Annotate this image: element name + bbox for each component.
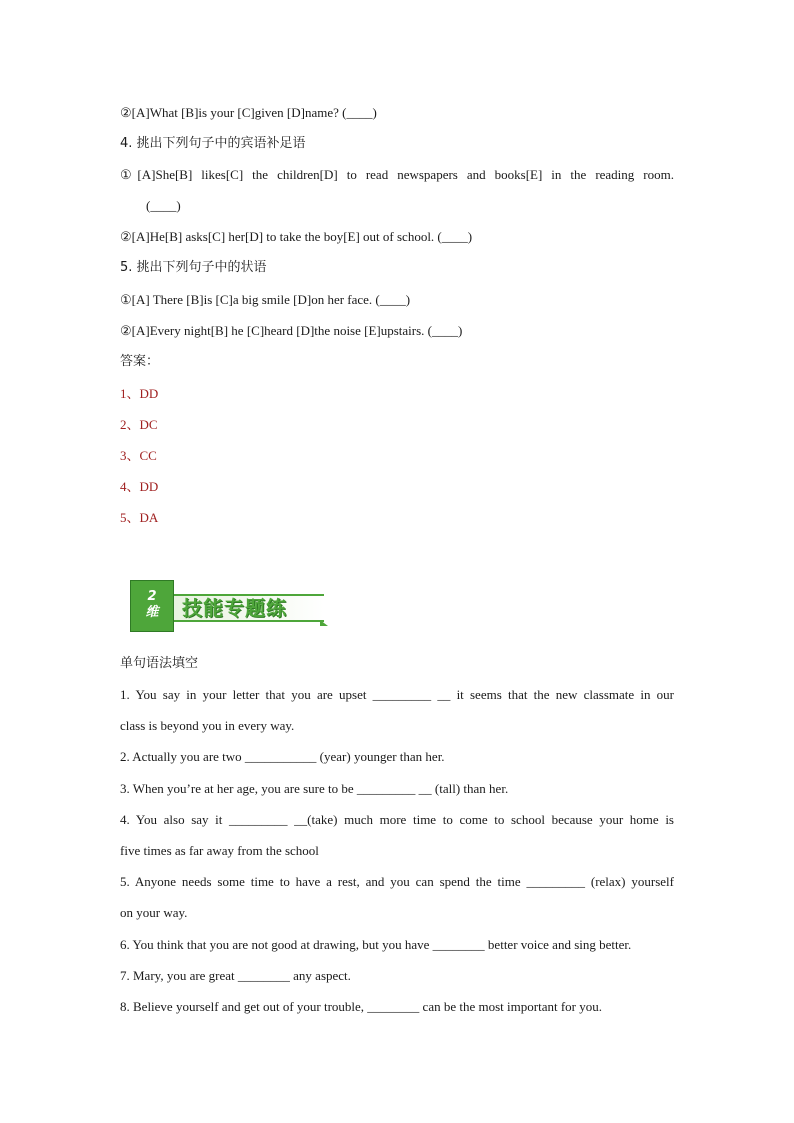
section-banner <box>130 580 326 634</box>
badge-char: 维 <box>145 605 159 620</box>
banner-corner <box>320 620 328 626</box>
fill-question-4b: five times as far away from the school <box>120 843 319 858</box>
fill-question-5a: 5. Anyone needs some time to have a rest, and you can spend the time _________ (relax) yourself <box>120 874 674 889</box>
fill-question-6: 6. You think that you are not good at drawing, but you have ________ better voice and sing better. <box>120 937 632 952</box>
answer-item-4: 4、DD <box>120 479 159 494</box>
question-5-2: ②[A]Every night[B] he [C]heard [D]the noise [E]upstairs. (____) <box>120 323 463 338</box>
fill-question-7: 7. Mary, you are great ________ any aspect. <box>120 968 351 983</box>
question-5-title: 5. 挑出下列句子中的状语 <box>120 260 267 275</box>
question-4-title: 4. 挑出下列句子中的宾语补足语 <box>120 136 306 151</box>
section-2-title: 单句语法填空 <box>120 656 199 671</box>
badge-number: 2 <box>147 589 157 604</box>
section-badge <box>130 580 174 632</box>
question-5-1: ①[A] There [B]is [C]a big smile [D]on her face. (____) <box>120 292 411 307</box>
fill-question-1b: class is beyond you in every way. <box>120 718 295 733</box>
answer-item-1: 1、DD <box>120 386 159 401</box>
answer-label: 答案： <box>120 354 160 369</box>
answer-item-3: 3、CC <box>120 448 157 463</box>
fill-question-4a: 4. You also say it _________ __(take) much more time to come to school because your home is <box>120 812 674 827</box>
fill-question-5b: on your way. <box>120 905 188 920</box>
fill-question-8: 8. Believe yourself and get out of your trouble, ________ can be the most important for you. <box>120 999 602 1014</box>
question-4-2: ②[A]He[B] asks[C] her[D] to take the boy[E] out of school. (____) <box>120 229 473 244</box>
banner-strip <box>174 594 324 622</box>
fill-question-1a: 1. You say in your letter that you are upset _________ __ it seems that the new classmate in our <box>120 687 674 702</box>
banner-title: 技能专题练 <box>182 596 287 620</box>
question-4-1: ①[A]She[B] likes[C] the children[D] to read newspapers and books[E] in the reading room. <box>120 167 674 182</box>
question-4-1-blank: (____) <box>146 198 181 213</box>
answer-item-5: 5、DA <box>120 510 159 525</box>
fill-question-2: 2. Actually you are two ___________ (year) younger than her. <box>120 749 445 764</box>
question-3-2: ②[A]What [B]is your [C]given [D]name? (____) <box>120 105 377 120</box>
fill-question-3: 3. When you’re at her age, you are sure to be _________ __ (tall) than her. <box>120 781 509 796</box>
answer-item-2: 2、DC <box>120 417 158 432</box>
